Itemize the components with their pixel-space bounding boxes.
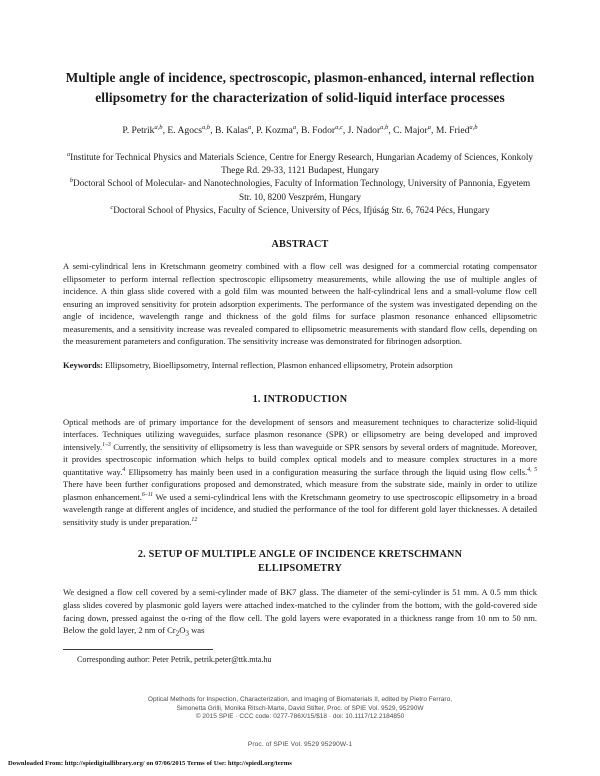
copyright-line-3: © 2015 SPIE · CCC code: 0277-786X/15/$18 · doi: 10.1117/12.2184850 [195,713,405,721]
setup-heading-line-2: ELLIPSOMETRY [257,563,343,575]
author-entry [122,125,162,136]
page-title: Multiple angle of incidence, spectroscopic, plasmon-enhanced, internal reflection ellipsometry for the characterization of solid-liquid interface processes [65,70,535,105]
keywords-text: Ellipsometry, Bioellipsometry, Internal reflection, Plasmon enhanced ellipsometry, Protein adsorption [105,360,453,370]
author-name: J. Nador [347,125,381,137]
author-entry [301,125,343,136]
page-footer: Proc. of SPIE Vol. 9529 95290W-1 [247,741,353,748]
citation-ref: 12 [191,517,198,524]
copyright-line-2: Simonetta Grilli, Monika Ritsch-Marte, David Stifter, Proc. of SPIE Vol. 9529, 95290W [176,704,424,712]
chemical-subscript: 3 [185,629,189,638]
setup-segment: We designed a flow cell covered by a semi-cylinder made of BK7 glass. The diameter of the semi-cylinder is 51 mm. A 0.5 mm thick glass slides covered by plasmonic gold layers were attached index-matched to the cylinder from the bottom, with the gold-covered side facing down, pressed against the o-ring of the flow cell. The gold layers were evaporated in a thickness range from 10 nm to 50 nm. Below the gold layer, 2 nm of Cr [63,587,537,636]
author-entry [256,125,296,136]
abstract-text: A semi-cylindrical lens in Kretschmann geometry combined with a flow cell was designed for a commercial rotating compensator ellipsometer to perform internal reflection spectroscopic ellipsometry measurements, while allowing the use of multiple angles of incidence. A thin glass slide covered with a gold film was mounted between the half-cylindrical lens and a small-volume flow cell ensuring an improved sensitivity for protein adsorption experiments. The performance of the system was investigated depending on the angle of incidence, wavelength range and thickness of the gold films for surface plasmon resonance enhanced ellipsometric measurements, and a sensitivity increase was revealed compared to ellipsometric measurements with standard flow cells, depending on the measurement parameters and configuration. The sensitivity increase was demonstrated for fibrinogen adsorption. [63,261,537,347]
proceedings-copyright-block [63,696,537,722]
author-affiliation-marks: a,c [335,124,343,131]
intro-segment: Optical methods are of primary importance for the development of sensors and measurement techniques to characterize solid-liquid interfaces. Techniques utilizing waveguides, surface plasmon resonance (SPR) or ellipsometry are being developed and improved intensively. [63,416,537,452]
citation-ref: 4, 5 [527,466,537,473]
abstract-heading: ABSTRACT [271,239,329,251]
author-affiliation-marks: a,b [469,124,478,131]
author-list: P. Petrik$^{a,b}$, E. Agocs$^{a,b}$, B. Kalas$^a$, P. Kozma$^a$, B. Fodor$^{a,c}$, J. Nador$^{a,b}$, C. Major$^a$, M. Fried$^{a,b}$ [122,124,478,137]
download-terms-banner: Downloaded From: http://spiedigitallibrary.org/ on 07/06/2015 Terms of Use: http://spiedl.org/terms [8,760,292,767]
setup-segment: O [179,625,186,636]
copyright-line-1: Optical Methods for Inspection, Characterization, and Imaging of Biomaterials II, edited by Pietro Ferraro, [147,696,453,703]
citation-ref: 6–11 [141,491,154,498]
intro-segment: We used a semi-cylindrical lens with the Kretschmann geometry to use spectroscopic ellipsometry in a broad wavelength range at different angles of incidence, and studied the performance of the tool for different gold layer thicknesses. A detailed sensitivity study is under preparation. [63,491,537,527]
author-entry [167,125,210,136]
keywords-label: Keywords: [63,360,103,370]
affiliation-item [63,151,537,178]
author-name: C. Major [393,125,428,137]
chemical-subscript: 2 [175,629,180,638]
author-affiliation-marks: a [292,124,297,131]
affiliation-mark: a [67,150,71,158]
affiliation-item [63,177,537,204]
affiliation-text: Doctoral School of Physics, Faculty of Science, University of Pécs, Ifjúság Str. 6, 7624 Pécs, Hungary [113,204,490,215]
intro-segment: Currently, the sensitivity of ellipsometry is less than waveguide or SPR sensors by several orders of magnitude. Moreover, it provides spectroscopic information which helps to build complex optical models and to measure complex structures in a more quantitative way. [63,441,537,477]
author-name: B. Kalas [214,125,249,137]
author-entry [393,125,431,136]
author-name: M. Fried [435,125,470,137]
affiliation-text: Institute for Technical Physics and Materials Science, Centre for Energy Research, Hungarian Academy of Sciences, Konkoly Thege Rd. 29-33, 1121 Budapest, Hungary [70,151,533,175]
page-content [63,0,537,665]
affiliation-item [63,204,537,217]
affiliation-text: Doctoral School of Molecular- and Nanotechnologies, Faculty of Information Technology, University of Pannonia, Egyetem Str. 10, 8200 Veszprém, Hungary [72,178,531,202]
author-affiliation-marks: a,b [154,124,163,131]
keywords-line [63,348,537,372]
author-name: P. Kozma [256,125,293,137]
affiliation-mark: b [69,177,73,185]
setup-segment: was [188,625,205,636]
footnote-area [63,640,537,665]
intro-segment: There have been further configurations proposed and demonstrated, which measure from the substrate side, mainly in order to utilize plasmon enhancement. [63,479,537,502]
citation-ref: 1–3 [102,441,111,448]
affiliation-list [63,139,537,217]
author-name: P. Petrik [122,125,155,137]
author-entry [215,125,251,136]
author-name: E. Agocs [167,125,203,137]
setup-paragraph [63,576,537,640]
author-name: B. Fodor [300,125,336,137]
setup-heading [63,528,537,576]
citation-ref: 4 [122,466,126,473]
footnote-rule [63,649,213,650]
introduction-heading: 1. INTRODUCTION [252,393,348,405]
author-entry [348,125,389,136]
setup-heading-line-1: 2. SETUP OF MULTIPLE ANGLE OF INCIDENCE KRETSCHMANN [137,549,463,561]
affiliation-mark: c [110,203,114,211]
intro-segment: Ellipsometry has mainly been used in a configuration measuring the surface through the liquid using flow cells. [125,466,528,477]
author-affiliation-marks: a [427,124,432,131]
author-entry [436,125,478,136]
author-affiliation-marks: a,b [380,124,389,131]
introduction-paragraph [63,407,537,529]
corresponding-author-footnote: Corresponding author: Peter Petrik, petrik.peter@ttk.mta.hu [77,655,272,665]
author-affiliation-marks: a [248,124,252,131]
author-affiliation-marks: a,b [202,124,211,131]
